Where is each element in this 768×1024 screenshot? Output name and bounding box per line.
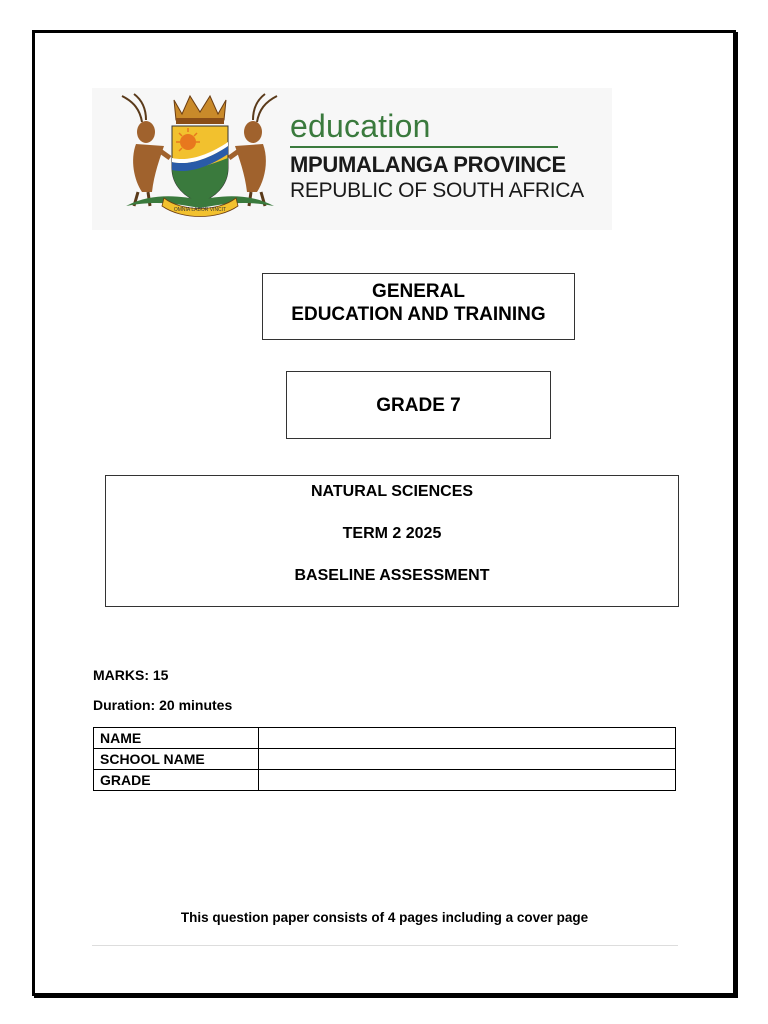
coat-of-arms-logo (112, 88, 287, 218)
title-line-2: EDUCATION AND TRAINING (291, 304, 546, 325)
table-row (94, 728, 676, 749)
right-kudu-icon (229, 94, 277, 206)
table-row (94, 749, 676, 770)
learner-details-table (93, 727, 676, 791)
assessment-label: BASELINE ASSESSMENT (294, 567, 490, 584)
grade-box (286, 371, 551, 439)
school-name-field[interactable] (259, 749, 676, 770)
shield-icon (172, 126, 228, 202)
crown-icon (174, 96, 226, 124)
grade-field[interactable] (259, 770, 676, 791)
subject-box (105, 475, 679, 607)
subject-name: NATURAL SCIENCES (310, 483, 474, 500)
logo-wordmark (290, 108, 590, 204)
title-box (262, 273, 575, 340)
duration-label: Duration: 20 minutes (93, 697, 233, 713)
name-label: NAME (94, 728, 259, 749)
title-line-1: GENERAL (372, 281, 465, 302)
name-field[interactable] (259, 728, 676, 749)
page-count-note: This question paper consists of 4 pages including a cover page (180, 910, 589, 925)
school-name-label: SCHOOL NAME (94, 749, 259, 770)
term-label: TERM 2 2025 (342, 525, 442, 542)
marks-label: MARKS: 15 (93, 667, 169, 683)
table-row (94, 770, 676, 791)
logo-province: MPUMALANGA PROVINCE (290, 152, 566, 177)
footer-divider (92, 945, 678, 946)
grade-row-label: GRADE (94, 770, 259, 791)
logo-rule (290, 146, 558, 148)
motto-text: OMNIA LABOR VINCIT (173, 207, 227, 213)
left-kudu-icon (122, 94, 170, 206)
grade-label: GRADE 7 (376, 395, 461, 416)
logo-word: education (290, 108, 431, 144)
logo-republic: REPUBLIC OF SOUTH AFRICA (290, 179, 584, 202)
